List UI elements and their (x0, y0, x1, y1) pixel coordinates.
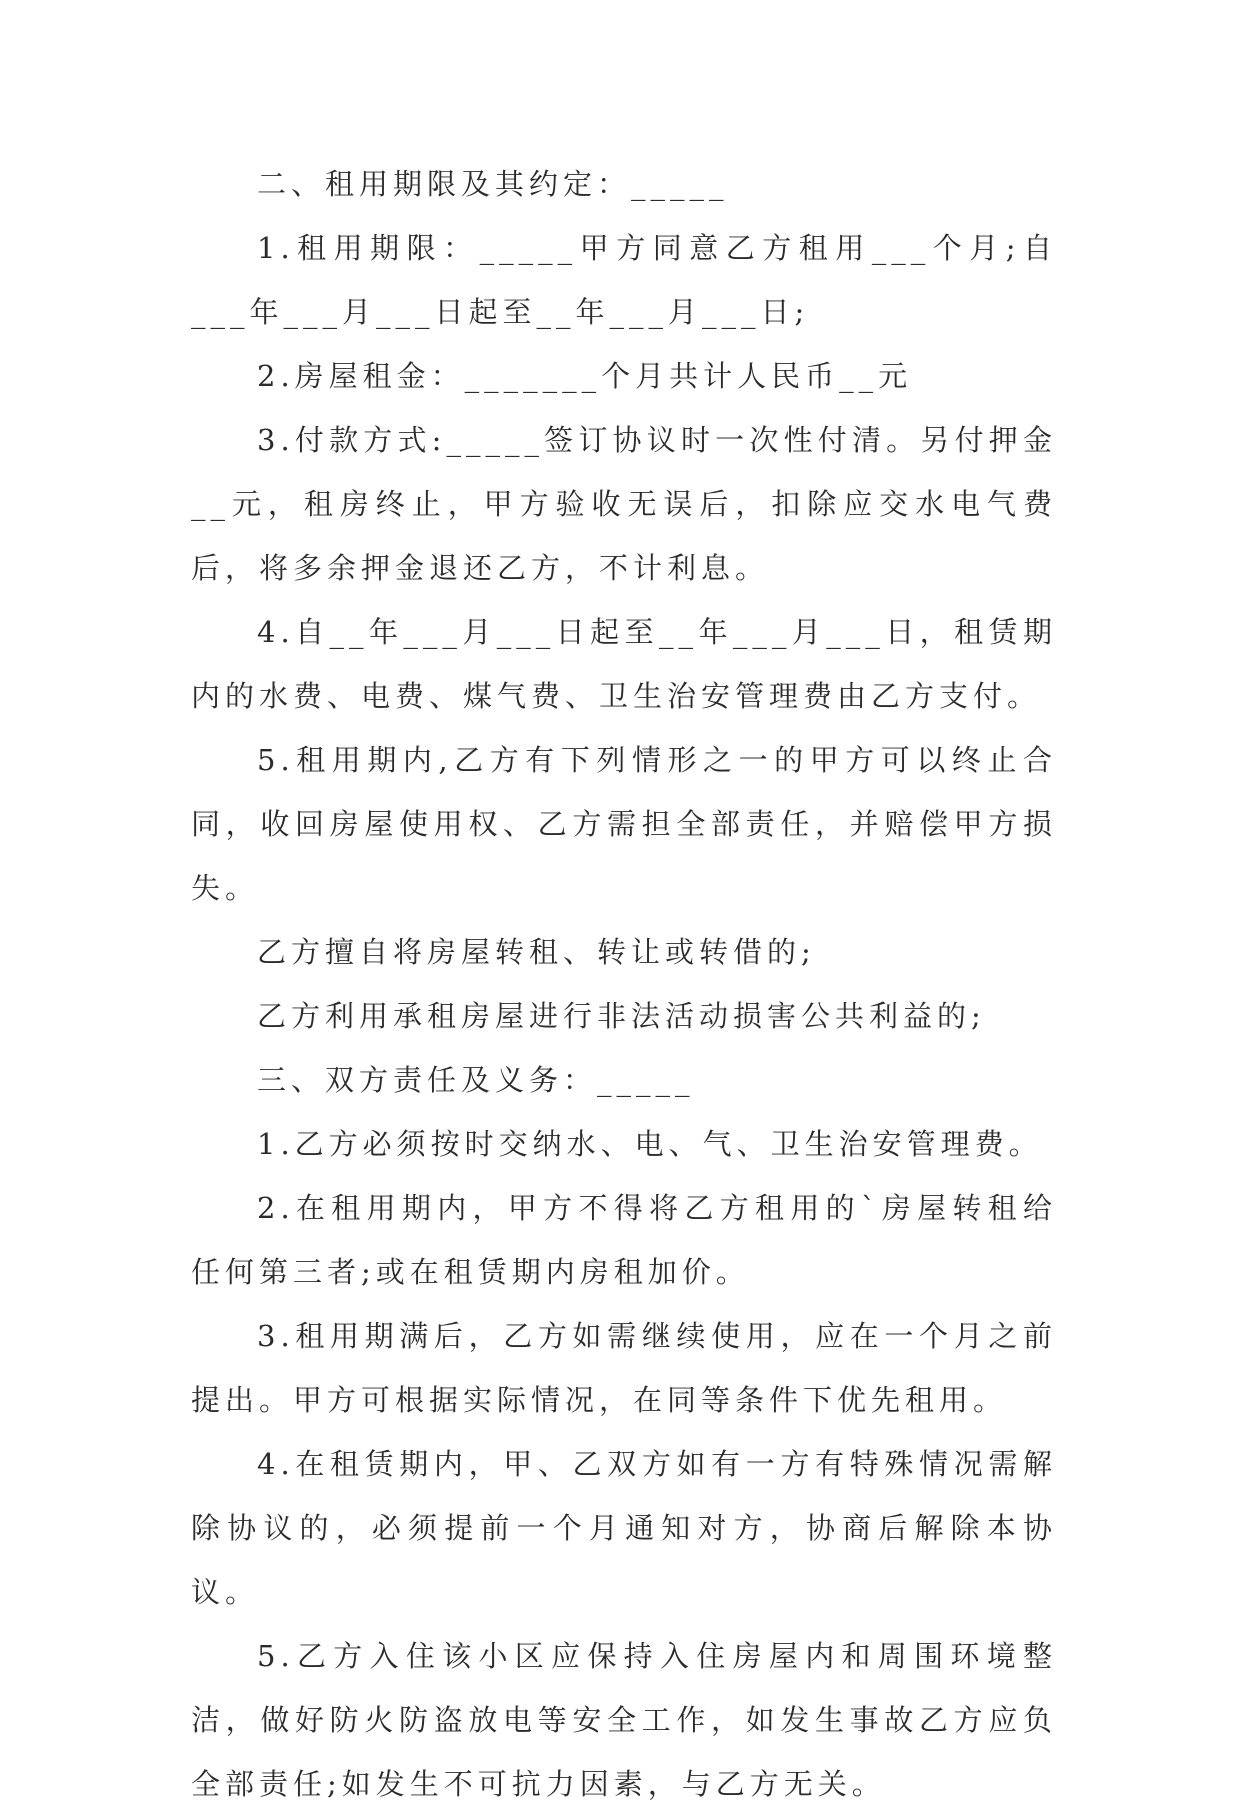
document-body (191, 152, 1057, 1816)
duty-renewal: 3.租用期满后，乙方如需继续使用，应在一个月之前提出。甲方可根据实际情况，在同等条件下优先租用。 (191, 1319, 1057, 1417)
clause-termination: 5.租用期内,乙方有下列情形之一的甲方可以终止合同，收回房屋使用权、乙方需担全部责任，并赔偿甲方损失。 (191, 743, 1057, 905)
clause-rent: 2.房屋租金：_______个月共计人民币__元 (257, 359, 913, 393)
duty-no-sublet: 2.在租用期内，甲方不得将乙方租用的`房屋转租给任何第三者;或在租赁期内房租加价。 (191, 1191, 1057, 1289)
clause-lease-term: 1.租用期限：_____甲方同意乙方租用___个月;自___年___月___日起至__年___月___日; (191, 231, 1057, 329)
duty-early-termination: 4.在租赁期内，甲、乙双方如有一方有特殊情况需解除协议的，必须提前一个月通知对方，协商后解除本协议。 (191, 1447, 1057, 1609)
section-heading-responsibilities: 三、双方责任及义务：_____ (257, 1063, 695, 1097)
termination-condition-illegal: 乙方利用承租房屋进行非法活动损害公共利益的; (257, 999, 986, 1033)
section-heading-term: 二、租用期限及其约定：_____ (257, 167, 729, 201)
termination-condition-sublet: 乙方擅自将房屋转租、转让或转借的; (257, 935, 816, 969)
duty-safety: 5.乙方入住该小区应保持入住房屋内和周围环境整洁，做好防火防盗放电等安全工作，如发生事故乙方应负全部责任;如发生不可抗力因素，与乙方无关。 (191, 1639, 1057, 1801)
duty-pay-fees: 1.乙方必须按时交纳水、电、气、卫生治安管理费。 (257, 1127, 1043, 1161)
clause-payment-method: 3.付款方式:_____签订协议时一次性付清。另付押金__元，租房终止，甲方验收无误后，扣除应交水电气费后，将多余押金退还乙方，不计利息。 (191, 423, 1057, 585)
clause-utility-fees: 4.自__年___月___日起至__年___月___日，租赁期内的水费、电费、煤气费、卫生治安管理费由乙方支付。 (191, 615, 1057, 713)
